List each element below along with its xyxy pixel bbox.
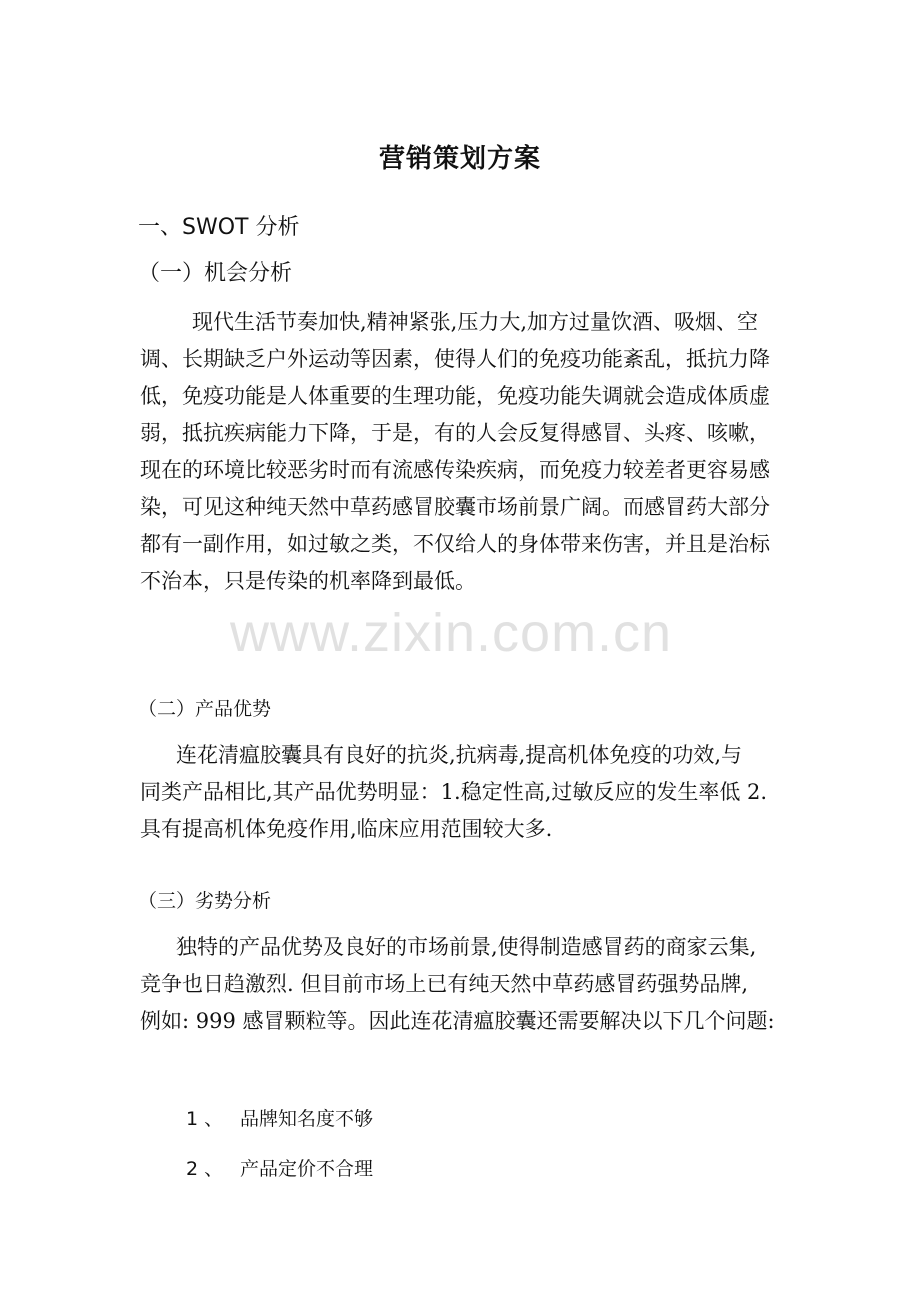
paragraph-line: 现在的环境比较恶劣时而有流感传染疾病，而免疫力较差者更容易感 <box>140 458 770 482</box>
paragraph-line: 同类产品相比,其产品优势明显：1.稳定性高,过敏反应的发生率低 2. <box>140 780 768 804</box>
subsection-heading-weakness: （三）劣势分析 <box>138 890 272 912</box>
paragraph-line: 低，免疫功能是人体重要的生理功能，免疫功能失调就会造成体质虚 <box>140 384 770 408</box>
paragraph-weakness <box>140 929 775 1040</box>
paragraph-line: 独特的产品优势及良好的市场前景,使得制造感冒药的商家云集, <box>176 935 757 959</box>
watermark: www.zixin.com.cn <box>230 603 673 663</box>
paragraph-line: 现代生活节奏加快,精神紧张,压力大,加方过量饮酒、吸烟、空 <box>192 310 759 334</box>
subsection-heading-opportunity: （一）机会分析 <box>138 261 293 286</box>
paragraph-line: 调、长期缺乏户外运动等因素，使得人们的免疫功能紊乱，抵抗力降 <box>140 347 770 371</box>
paragraph-line: 都有一副作用，如过敏之类，不仅给人的身体带来伤害，并且是治标 <box>140 532 770 556</box>
paragraph-opportunity <box>140 304 770 600</box>
paragraph-line: 竞争也日趋激烈. 但目前市场上已有纯天然中草药感冒药强势品牌, <box>140 972 749 996</box>
paragraph-line: 例如: 999 感冒颗粒等。因此连花清瘟胶囊还需要解决以下几个问题: <box>140 1009 775 1033</box>
paragraph-line: 弱，抵抗疾病能力下降，于是，有的人会反复得感冒、头疼、咳嗽， <box>140 421 770 445</box>
list-item <box>186 1104 373 1131</box>
paragraph-line: 具有提高机体免疫作用,临床应用范围较大多. <box>140 817 553 841</box>
paragraph-line: 不治本，只是传染的机率降到最低。 <box>140 569 476 593</box>
list-item-text: 产品定价不合理 <box>240 1158 374 1180</box>
list-item-text: 品牌知名度不够 <box>240 1108 374 1130</box>
list-item-number: 1 、 <box>186 1108 224 1130</box>
list-item <box>186 1154 373 1181</box>
list-item-number: 2 、 <box>186 1158 224 1180</box>
section-heading-swot: 一、SWOT 分析 <box>138 215 300 240</box>
document-title: 营销策划方案 <box>378 144 541 174</box>
paragraph-line: 连花清瘟胶囊具有良好的抗炎,抗病毒,提高机体免疫的功效,与 <box>176 743 743 767</box>
paragraph-advantage <box>140 737 767 848</box>
subsection-heading-advantage: （二）产品优势 <box>138 698 272 720</box>
paragraph-line: 染，可见这种纯天然中草药感冒胶囊市场前景广阔。而感冒药大部分 <box>140 495 770 519</box>
